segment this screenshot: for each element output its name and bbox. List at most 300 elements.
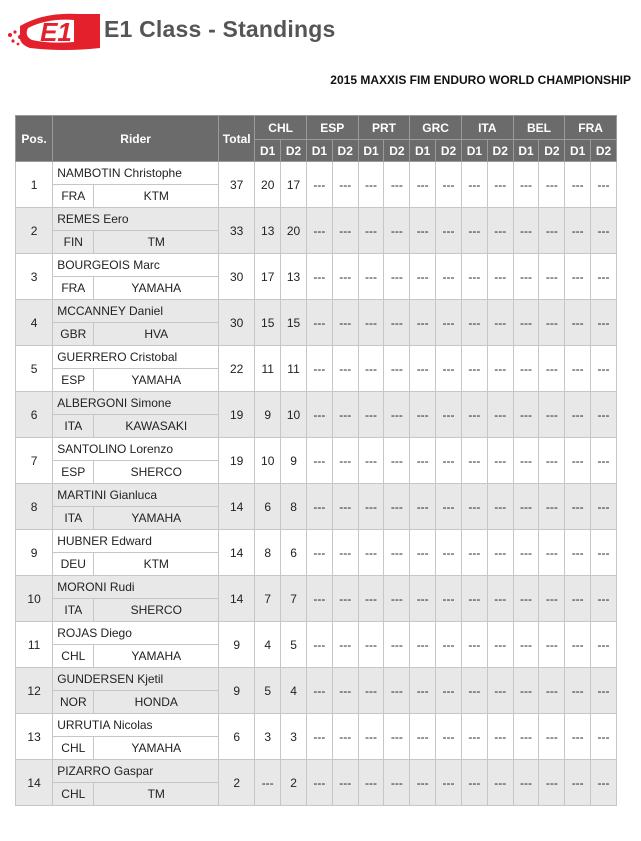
score-cell: --- bbox=[565, 622, 591, 668]
header-day: D2 bbox=[384, 140, 410, 162]
score-cell: --- bbox=[436, 760, 462, 806]
score-cell: --- bbox=[565, 668, 591, 714]
score-cell: --- bbox=[436, 576, 462, 622]
score-cell: --- bbox=[306, 162, 332, 208]
score-cell: --- bbox=[539, 392, 565, 438]
score-cell: --- bbox=[306, 300, 332, 346]
score-cell: --- bbox=[591, 714, 617, 760]
score-cell: --- bbox=[332, 576, 358, 622]
score-cell: --- bbox=[358, 438, 384, 484]
rider-total: 19 bbox=[219, 392, 255, 438]
header-rider: Rider bbox=[53, 116, 219, 162]
score-cell: --- bbox=[539, 346, 565, 392]
score-cell: --- bbox=[384, 668, 410, 714]
rider-position: 14 bbox=[16, 760, 53, 806]
header-day: D1 bbox=[513, 140, 539, 162]
score-cell: --- bbox=[436, 622, 462, 668]
rider-name: MARTINI Gianluca bbox=[53, 484, 219, 507]
rider-nationality: ITA bbox=[53, 599, 94, 622]
championship-title: 2015 MAXXIS FIM ENDURO WORLD CHAMPIONSHIP bbox=[330, 73, 631, 87]
score-cell: --- bbox=[436, 668, 462, 714]
score-cell: --- bbox=[513, 714, 539, 760]
score-cell: --- bbox=[513, 530, 539, 576]
table-row bbox=[16, 760, 617, 783]
score-cell: --- bbox=[461, 162, 487, 208]
score-cell: --- bbox=[384, 530, 410, 576]
table-row bbox=[16, 714, 617, 737]
score-cell: --- bbox=[436, 714, 462, 760]
score-cell: --- bbox=[410, 484, 436, 530]
rider-position: 2 bbox=[16, 208, 53, 254]
score-cell: 20 bbox=[281, 208, 307, 254]
score-cell: 3 bbox=[281, 714, 307, 760]
score-cell: --- bbox=[513, 576, 539, 622]
score-cell: --- bbox=[487, 714, 513, 760]
score-cell: --- bbox=[513, 162, 539, 208]
rider-total: 9 bbox=[219, 668, 255, 714]
score-cell: --- bbox=[461, 668, 487, 714]
score-cell: --- bbox=[384, 254, 410, 300]
rider-name: ALBERGONI Simone bbox=[53, 392, 219, 415]
score-cell: --- bbox=[487, 254, 513, 300]
score-cell: --- bbox=[358, 254, 384, 300]
score-cell: --- bbox=[306, 346, 332, 392]
score-cell: --- bbox=[358, 668, 384, 714]
score-cell: --- bbox=[306, 254, 332, 300]
score-cell: --- bbox=[306, 668, 332, 714]
header-day: D2 bbox=[332, 140, 358, 162]
rider-bike: YAMAHA bbox=[94, 645, 219, 668]
score-cell: --- bbox=[384, 300, 410, 346]
score-cell: 8 bbox=[255, 530, 281, 576]
rider-position: 12 bbox=[16, 668, 53, 714]
score-cell: --- bbox=[591, 668, 617, 714]
score-cell: --- bbox=[487, 668, 513, 714]
score-cell: --- bbox=[332, 622, 358, 668]
score-cell: --- bbox=[539, 208, 565, 254]
score-cell: --- bbox=[436, 300, 462, 346]
rider-nationality: FRA bbox=[53, 277, 94, 300]
score-cell: --- bbox=[461, 760, 487, 806]
rider-total: 22 bbox=[219, 346, 255, 392]
header-day: D1 bbox=[565, 140, 591, 162]
page-title: E1 Class - Standings bbox=[104, 16, 336, 42]
score-cell: --- bbox=[513, 300, 539, 346]
score-cell: --- bbox=[410, 760, 436, 806]
rider-bike: KAWASAKI bbox=[94, 415, 219, 438]
score-cell: --- bbox=[591, 622, 617, 668]
rider-bike: YAMAHA bbox=[94, 507, 219, 530]
score-cell: --- bbox=[358, 162, 384, 208]
score-cell: --- bbox=[565, 208, 591, 254]
score-cell: --- bbox=[539, 668, 565, 714]
score-cell: --- bbox=[255, 760, 281, 806]
score-cell: --- bbox=[306, 576, 332, 622]
rider-bike: SHERCO bbox=[94, 461, 219, 484]
score-cell: --- bbox=[591, 300, 617, 346]
score-cell: --- bbox=[358, 300, 384, 346]
rider-position: 13 bbox=[16, 714, 53, 760]
rider-name: HUBNER Edward bbox=[53, 530, 219, 553]
score-cell: --- bbox=[332, 300, 358, 346]
score-cell: --- bbox=[306, 622, 332, 668]
score-cell: --- bbox=[539, 254, 565, 300]
score-cell: --- bbox=[332, 668, 358, 714]
header-event: BEL bbox=[513, 116, 565, 140]
rider-position: 8 bbox=[16, 484, 53, 530]
table-row bbox=[16, 346, 617, 369]
table-row bbox=[16, 208, 617, 231]
standings-body bbox=[16, 162, 617, 806]
score-cell: 17 bbox=[255, 254, 281, 300]
score-cell: --- bbox=[513, 392, 539, 438]
score-cell: --- bbox=[358, 576, 384, 622]
rider-nationality: CHL bbox=[53, 783, 94, 806]
score-cell: --- bbox=[487, 484, 513, 530]
score-cell: --- bbox=[487, 438, 513, 484]
score-cell: --- bbox=[539, 300, 565, 346]
logo-text: E1 bbox=[40, 17, 72, 47]
rider-position: 5 bbox=[16, 346, 53, 392]
rider-nationality: FRA bbox=[53, 185, 94, 208]
score-cell: 17 bbox=[281, 162, 307, 208]
score-cell: --- bbox=[539, 714, 565, 760]
score-cell: 10 bbox=[255, 438, 281, 484]
rider-name: NAMBOTIN Christophe bbox=[53, 162, 219, 185]
score-cell: --- bbox=[461, 530, 487, 576]
rider-total: 14 bbox=[219, 576, 255, 622]
table-row bbox=[16, 530, 617, 553]
table-row bbox=[16, 576, 617, 599]
score-cell: --- bbox=[565, 346, 591, 392]
rider-total: 30 bbox=[219, 300, 255, 346]
rider-nationality: ESP bbox=[53, 461, 94, 484]
score-cell: 9 bbox=[281, 438, 307, 484]
score-cell: --- bbox=[306, 484, 332, 530]
score-cell: --- bbox=[384, 392, 410, 438]
score-cell: --- bbox=[384, 760, 410, 806]
score-cell: --- bbox=[461, 300, 487, 346]
score-cell: --- bbox=[332, 392, 358, 438]
score-cell: 6 bbox=[281, 530, 307, 576]
rider-nationality: CHL bbox=[53, 645, 94, 668]
score-cell: --- bbox=[513, 622, 539, 668]
score-cell: --- bbox=[487, 300, 513, 346]
score-cell: --- bbox=[565, 576, 591, 622]
score-cell: --- bbox=[384, 714, 410, 760]
header-day: D1 bbox=[461, 140, 487, 162]
score-cell: --- bbox=[410, 714, 436, 760]
score-cell: --- bbox=[591, 392, 617, 438]
score-cell: --- bbox=[436, 162, 462, 208]
score-cell: 2 bbox=[281, 760, 307, 806]
score-cell: --- bbox=[565, 760, 591, 806]
table-row bbox=[16, 254, 617, 277]
score-cell: --- bbox=[436, 392, 462, 438]
rider-name: PIZARRO Gaspar bbox=[53, 760, 219, 783]
score-cell: 6 bbox=[255, 484, 281, 530]
score-cell: --- bbox=[539, 622, 565, 668]
score-cell: 15 bbox=[281, 300, 307, 346]
score-cell: --- bbox=[358, 346, 384, 392]
score-cell: --- bbox=[487, 346, 513, 392]
score-cell: --- bbox=[487, 208, 513, 254]
score-cell: --- bbox=[591, 208, 617, 254]
rider-nationality: ESP bbox=[53, 369, 94, 392]
table-row bbox=[16, 162, 617, 185]
score-cell: --- bbox=[384, 484, 410, 530]
header-event: PRT bbox=[358, 116, 410, 140]
score-cell: --- bbox=[384, 162, 410, 208]
rider-nationality: NOR bbox=[53, 691, 94, 714]
score-cell: --- bbox=[513, 760, 539, 806]
header-day: D2 bbox=[436, 140, 462, 162]
score-cell: --- bbox=[461, 714, 487, 760]
score-cell: --- bbox=[410, 392, 436, 438]
score-cell: --- bbox=[565, 162, 591, 208]
header-day: D1 bbox=[410, 140, 436, 162]
rider-name: REMES Eero bbox=[53, 208, 219, 231]
header-day: D2 bbox=[281, 140, 307, 162]
score-cell: --- bbox=[461, 392, 487, 438]
score-cell: 13 bbox=[255, 208, 281, 254]
score-cell: --- bbox=[332, 484, 358, 530]
score-cell: --- bbox=[410, 162, 436, 208]
rider-position: 7 bbox=[16, 438, 53, 484]
score-cell: --- bbox=[306, 530, 332, 576]
score-cell: --- bbox=[539, 760, 565, 806]
rider-bike: TM bbox=[94, 231, 219, 254]
score-cell: --- bbox=[436, 530, 462, 576]
header-total: Total bbox=[219, 116, 255, 162]
table-row bbox=[16, 392, 617, 415]
header-day: D1 bbox=[306, 140, 332, 162]
score-cell: 15 bbox=[255, 300, 281, 346]
score-cell: --- bbox=[513, 668, 539, 714]
score-cell: --- bbox=[591, 346, 617, 392]
score-cell: --- bbox=[306, 714, 332, 760]
score-cell: --- bbox=[332, 208, 358, 254]
header-event: FRA bbox=[565, 116, 617, 140]
score-cell: --- bbox=[410, 208, 436, 254]
score-cell: --- bbox=[461, 438, 487, 484]
score-cell: --- bbox=[436, 208, 462, 254]
rider-position: 6 bbox=[16, 392, 53, 438]
score-cell: --- bbox=[332, 162, 358, 208]
score-cell: --- bbox=[332, 438, 358, 484]
score-cell: --- bbox=[591, 576, 617, 622]
score-cell: --- bbox=[410, 668, 436, 714]
score-cell: --- bbox=[384, 438, 410, 484]
score-cell: 9 bbox=[255, 392, 281, 438]
score-cell: 13 bbox=[281, 254, 307, 300]
score-cell: --- bbox=[487, 530, 513, 576]
rider-total: 33 bbox=[219, 208, 255, 254]
score-cell: --- bbox=[332, 254, 358, 300]
score-cell: 7 bbox=[255, 576, 281, 622]
score-cell: --- bbox=[358, 208, 384, 254]
score-cell: --- bbox=[591, 484, 617, 530]
rider-total: 30 bbox=[219, 254, 255, 300]
table-row bbox=[16, 622, 617, 645]
rider-total: 9 bbox=[219, 622, 255, 668]
rider-name: SANTOLINO Lorenzo bbox=[53, 438, 219, 461]
table-row bbox=[16, 300, 617, 323]
header-day: D1 bbox=[255, 140, 281, 162]
rider-name: ROJAS Diego bbox=[53, 622, 219, 645]
score-cell: --- bbox=[591, 254, 617, 300]
score-cell: --- bbox=[332, 714, 358, 760]
rider-position: 1 bbox=[16, 162, 53, 208]
score-cell: --- bbox=[461, 346, 487, 392]
score-cell: 11 bbox=[281, 346, 307, 392]
score-cell: --- bbox=[306, 438, 332, 484]
score-cell: --- bbox=[306, 392, 332, 438]
score-cell: --- bbox=[565, 484, 591, 530]
rider-position: 3 bbox=[16, 254, 53, 300]
rider-nationality: ITA bbox=[53, 415, 94, 438]
score-cell: --- bbox=[384, 346, 410, 392]
rider-name: BOURGEOIS Marc bbox=[53, 254, 219, 277]
rider-nationality: FIN bbox=[53, 231, 94, 254]
score-cell: 5 bbox=[255, 668, 281, 714]
rider-bike: HVA bbox=[94, 323, 219, 346]
score-cell: --- bbox=[565, 392, 591, 438]
rider-position: 9 bbox=[16, 530, 53, 576]
rider-name: MORONI Rudi bbox=[53, 576, 219, 599]
score-cell: --- bbox=[461, 254, 487, 300]
header-event: ESP bbox=[306, 116, 358, 140]
score-cell: --- bbox=[332, 530, 358, 576]
rider-name: MCCANNEY Daniel bbox=[53, 300, 219, 323]
rider-total: 6 bbox=[219, 714, 255, 760]
rider-total: 14 bbox=[219, 484, 255, 530]
rider-bike: YAMAHA bbox=[94, 369, 219, 392]
header-event: GRC bbox=[410, 116, 462, 140]
score-cell: --- bbox=[591, 530, 617, 576]
score-cell: --- bbox=[513, 208, 539, 254]
score-cell: --- bbox=[410, 300, 436, 346]
header-pos: Pos. bbox=[16, 116, 53, 162]
score-cell: --- bbox=[513, 484, 539, 530]
score-cell: 11 bbox=[255, 346, 281, 392]
score-cell: --- bbox=[487, 576, 513, 622]
rider-bike: YAMAHA bbox=[94, 737, 219, 760]
score-cell: --- bbox=[539, 576, 565, 622]
score-cell: --- bbox=[384, 576, 410, 622]
score-cell: --- bbox=[358, 760, 384, 806]
score-cell: --- bbox=[513, 438, 539, 484]
score-cell: --- bbox=[306, 208, 332, 254]
score-cell: --- bbox=[565, 530, 591, 576]
score-cell: --- bbox=[436, 254, 462, 300]
score-cell: --- bbox=[487, 162, 513, 208]
header-day: D2 bbox=[591, 140, 617, 162]
rider-bike: TM bbox=[94, 783, 219, 806]
score-cell: --- bbox=[410, 622, 436, 668]
rider-bike: YAMAHA bbox=[94, 277, 219, 300]
score-cell: --- bbox=[487, 760, 513, 806]
score-cell: --- bbox=[487, 392, 513, 438]
header-event: ITA bbox=[461, 116, 513, 140]
rider-bike: KTM bbox=[94, 185, 219, 208]
score-cell: --- bbox=[565, 714, 591, 760]
rider-position: 10 bbox=[16, 576, 53, 622]
score-cell: --- bbox=[384, 208, 410, 254]
rider-position: 4 bbox=[16, 300, 53, 346]
score-cell: --- bbox=[436, 484, 462, 530]
score-cell: --- bbox=[461, 484, 487, 530]
score-cell: --- bbox=[358, 392, 384, 438]
rider-nationality: DEU bbox=[53, 553, 94, 576]
rider-bike: KTM bbox=[94, 553, 219, 576]
rider-name: GUNDERSEN Kjetil bbox=[53, 668, 219, 691]
rider-position: 11 bbox=[16, 622, 53, 668]
score-cell: 4 bbox=[281, 668, 307, 714]
score-cell: 7 bbox=[281, 576, 307, 622]
score-cell: --- bbox=[565, 254, 591, 300]
score-cell: 10 bbox=[281, 392, 307, 438]
rider-bike: HONDA bbox=[94, 691, 219, 714]
score-cell: --- bbox=[539, 162, 565, 208]
score-cell: --- bbox=[436, 346, 462, 392]
score-cell: --- bbox=[410, 530, 436, 576]
header-day: D2 bbox=[487, 140, 513, 162]
score-cell: 8 bbox=[281, 484, 307, 530]
rider-bike: SHERCO bbox=[94, 599, 219, 622]
header-event: CHL bbox=[255, 116, 307, 140]
header-day: D1 bbox=[358, 140, 384, 162]
score-cell: 3 bbox=[255, 714, 281, 760]
score-cell: --- bbox=[384, 622, 410, 668]
header-row-events bbox=[16, 116, 617, 140]
score-cell: --- bbox=[410, 438, 436, 484]
score-cell: --- bbox=[410, 254, 436, 300]
table-row bbox=[16, 438, 617, 461]
rider-name: URRUTIA Nicolas bbox=[53, 714, 219, 737]
score-cell: --- bbox=[461, 622, 487, 668]
score-cell: --- bbox=[358, 530, 384, 576]
score-cell: --- bbox=[487, 622, 513, 668]
rider-nationality: CHL bbox=[53, 737, 94, 760]
score-cell: --- bbox=[436, 438, 462, 484]
score-cell: --- bbox=[358, 622, 384, 668]
score-cell: --- bbox=[539, 438, 565, 484]
score-cell: --- bbox=[513, 254, 539, 300]
score-cell: --- bbox=[332, 346, 358, 392]
score-cell: --- bbox=[332, 760, 358, 806]
score-cell: 5 bbox=[281, 622, 307, 668]
standings-table bbox=[15, 115, 617, 806]
score-cell: --- bbox=[461, 208, 487, 254]
score-cell: --- bbox=[306, 760, 332, 806]
score-cell: --- bbox=[565, 438, 591, 484]
score-cell: --- bbox=[539, 530, 565, 576]
score-cell: --- bbox=[461, 576, 487, 622]
score-cell: --- bbox=[591, 162, 617, 208]
score-cell: --- bbox=[513, 346, 539, 392]
score-cell: --- bbox=[539, 484, 565, 530]
score-cell: --- bbox=[358, 714, 384, 760]
rider-total: 19 bbox=[219, 438, 255, 484]
table-row bbox=[16, 668, 617, 691]
score-cell: --- bbox=[591, 438, 617, 484]
rider-name: GUERRERO Cristobal bbox=[53, 346, 219, 369]
score-cell: --- bbox=[410, 346, 436, 392]
rider-total: 14 bbox=[219, 530, 255, 576]
score-cell: --- bbox=[565, 300, 591, 346]
score-cell: --- bbox=[591, 760, 617, 806]
